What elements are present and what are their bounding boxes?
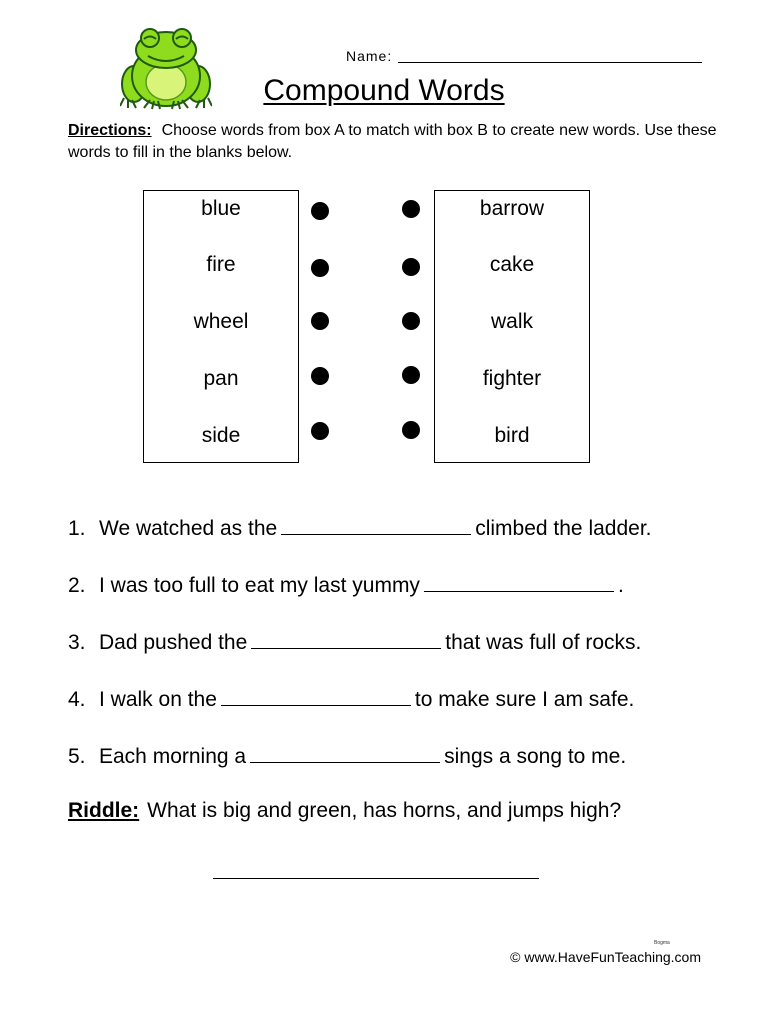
box-a-word: blue xyxy=(201,197,241,220)
box-b-word: cake xyxy=(489,253,535,276)
sentence-item xyxy=(68,516,652,541)
directions-label: Directions: xyxy=(68,122,152,139)
sentence-item xyxy=(68,744,626,769)
sentence-number: 1. xyxy=(68,517,86,540)
word-box-a xyxy=(143,190,299,463)
sentence-text: Dad pushed the xyxy=(99,631,248,654)
riddle-label: Riddle: xyxy=(68,799,140,822)
box-a-word: fire xyxy=(206,253,236,276)
answer-blank[interactable] xyxy=(424,573,614,592)
page-title-text: Compound Words xyxy=(263,74,505,107)
sentence-item xyxy=(68,573,624,598)
box-b-word: bird xyxy=(494,424,530,447)
box-b-word: walk xyxy=(490,310,533,333)
box-a-word: pan xyxy=(203,367,239,390)
sentence-text: climbed the ladder. xyxy=(475,517,652,540)
sentence-number: 4. xyxy=(68,688,86,711)
match-dot-a[interactable] xyxy=(311,259,329,277)
match-dot-a[interactable] xyxy=(311,367,329,385)
sentence-text: I walk on the xyxy=(99,688,217,711)
name-field[interactable] xyxy=(346,46,702,68)
riddle xyxy=(68,799,621,823)
riddle-answer-blank[interactable] xyxy=(213,878,539,879)
sentence-item xyxy=(68,687,634,712)
match-dot-b[interactable] xyxy=(402,200,420,218)
sentence-text: We watched as the xyxy=(99,517,278,540)
credit-text: Bogma xyxy=(654,940,670,946)
match-dot-b[interactable] xyxy=(402,312,420,330)
copyright-text: © www.HaveFunTeaching.com xyxy=(510,949,701,965)
sentence-text: sings a song to me. xyxy=(444,745,627,768)
answer-blank[interactable] xyxy=(221,687,411,706)
name-label: Name: xyxy=(346,48,393,64)
answer-blank[interactable] xyxy=(281,516,471,535)
sentence-text: I was too full to eat my last yummy xyxy=(99,574,420,597)
page-title xyxy=(0,74,768,108)
sentence-number: 5. xyxy=(68,745,86,768)
sentence-number: 2. xyxy=(68,574,86,597)
match-dot-b[interactable] xyxy=(402,258,420,276)
match-dot-b[interactable] xyxy=(402,421,420,439)
answer-blank[interactable] xyxy=(251,630,441,649)
box-a-word: side xyxy=(201,424,241,447)
match-dot-a[interactable] xyxy=(311,312,329,330)
match-dot-a[interactable] xyxy=(311,202,329,220)
match-dot-b[interactable] xyxy=(402,366,420,384)
directions-text: Choose words from box A to match with box B to create new words. Use these words to fill in the blanks below. xyxy=(68,122,717,161)
sentence-text: that was full of rocks. xyxy=(445,631,642,654)
box-b-word: fighter xyxy=(482,367,542,390)
sentence-text: Each morning a xyxy=(99,745,247,768)
riddle-question: What is big and green, has horns, and jumps high? xyxy=(147,799,622,822)
directions xyxy=(68,120,728,164)
sentence-text: to make sure I am safe. xyxy=(414,688,635,711)
box-a-word: wheel xyxy=(193,310,249,333)
word-box-b xyxy=(434,190,590,463)
answer-blank[interactable] xyxy=(250,744,440,763)
match-dot-a[interactable] xyxy=(311,422,329,440)
sentence-number: 3. xyxy=(68,631,86,654)
sentence-item xyxy=(68,630,641,655)
sentence-text: . xyxy=(617,574,624,597)
name-line[interactable] xyxy=(398,62,702,63)
box-b-word: barrow xyxy=(479,197,545,220)
